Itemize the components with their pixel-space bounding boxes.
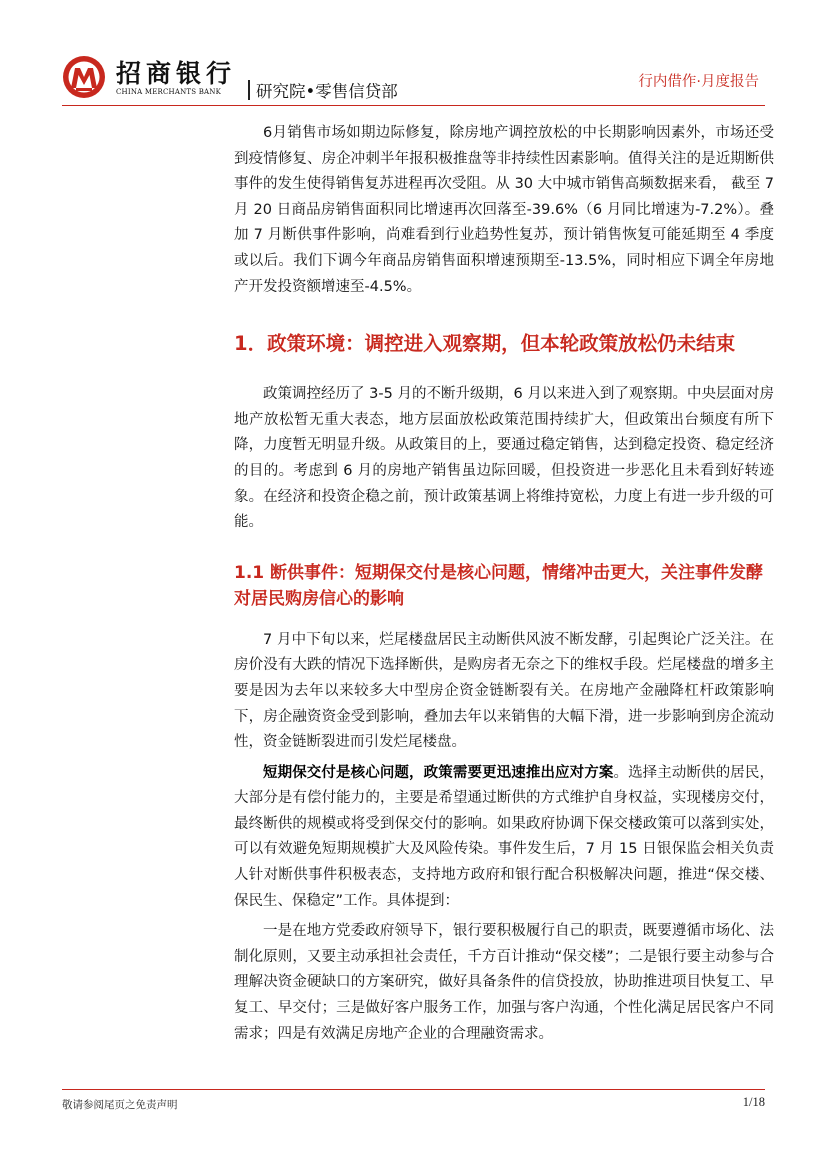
disclaimer-note: 敬请参阅尾页之免责声明	[62, 1099, 178, 1111]
key-point-bold: 短期保交付是核心问题，政策需要更迅速推出应对方案	[263, 764, 614, 781]
intro-paragraph: 6月销售市场如期边际修复，除房地产调控放松的中长期影响因素外，市场还受到疫情修复、房企冲刺半年报积极推盘等非持续性因素影响。值得关注的是近期断供事件的发生使得销售复苏进程再次受阻。从 30 大中城市销售高频数据来看， 截至 7 月 20 日商品房销售面积同比增速再次回落至-39.6%（6 月同比增速为-7.2%）。叠加 7 月断供事件影响，尚难看到行业趋势性复苏，预计销售恢复可能延期至 4 季度或以后。我们下调今年商品房销售面积增速预期至-13.5%，同时相应下调全年房地产开发投资额增速至-4.5%。	[234, 125, 774, 295]
section-1-1-paragraph-1: 7 月中下旬以来，烂尾楼盘居民主动断供风波不断发酵，引起舆论广泛关注。在房价没有大跌的情况下选择断供，是购房者无奈之下的维权手段。烂尾楼盘的增多主要是因为去年以来较多大中型房企资金链断裂有关。在房地产金融降杠杆政策影响下，房企融资资金受到影响，叠加去年以来销售的大幅下滑，进一步影响到房企流动性，资金链断裂进而引发烂尾楼盘。	[234, 631, 774, 751]
cmb-logo-icon	[62, 55, 106, 99]
key-point-rest: 。选择主动断供的居民，大部分是有偿付能力的，主要是希望通过断供的方式维护自身权益，实现楼房交付，最终断供的规模或将受到保交付的影响。如果政府协调下保交楼政策可以落到实处，可以有效避免短期规模扩大及风险传染。事件发生后，7 月 15 日银保监会相关负责人针对断供事件积极表态，支持地方政府和银行配合积极解决问题，推进“保交楼、保民生、保稳定”工作。具体提到：	[234, 764, 774, 909]
header-divider	[248, 80, 250, 100]
report-type: 行内借作·月度报告	[638, 74, 759, 90]
department-name: 研究院•零售信贷部	[256, 82, 398, 101]
page-header	[0, 0, 827, 115]
report-body	[234, 115, 774, 1047]
brand-name-cn: 招商银行	[116, 59, 237, 88]
footer-rule	[62, 1089, 765, 1090]
header-rule	[62, 105, 765, 106]
brand-name-en: CHINA MERCHANTS BANK	[116, 88, 222, 96]
section-1-paragraph: 政策调控经历了 3-5 月的不断升级期，6 月以来进入到了观察期。中央层面对房地产放松暂无重大表态，地方层面放松政策范围持续扩大，但政策出台频度有所下降，力度暂无明显升级。从政策目的上，要通过稳定销售，达到稳定投资、稳定经济的目的。考虑到 6 月的房地产销售虽边际回暖，但投资进一步恶化且未看到好转迹象。在经济和投资企稳之前，预计政策基调上将维持宽松，力度上有进一步升级的可能。	[234, 386, 774, 531]
page-number: 1/18	[742, 1095, 765, 1109]
section-1-1-heading: 1.1 断供事件：短期保交付是核心问题，情绪冲击更大，关注事件发酵对居民购房信心的影响	[234, 562, 764, 609]
section-1-1-paragraph-2	[234, 761, 774, 915]
section-1-1-paragraph-3: 一是在地方党委政府领导下，银行要积极履行自己的职责，既要遵循市场化、法制化原则，又要主动承担社会责任，千方百计推动“保交楼”；二是银行要主动参与合理解决资金硬缺口的方案研究，做好具备条件的信贷投放，协助推进项目快复工、早复工、早交付；三是做好客户服务工作，加强与客户沟通，个性化满足居民客户不同需求；四是有效满足房地产企业的合理融资需求。	[234, 923, 774, 1042]
section-1-heading: 1．政策环境：调控进入观察期，但本轮政策放松仍未结束	[234, 332, 736, 356]
